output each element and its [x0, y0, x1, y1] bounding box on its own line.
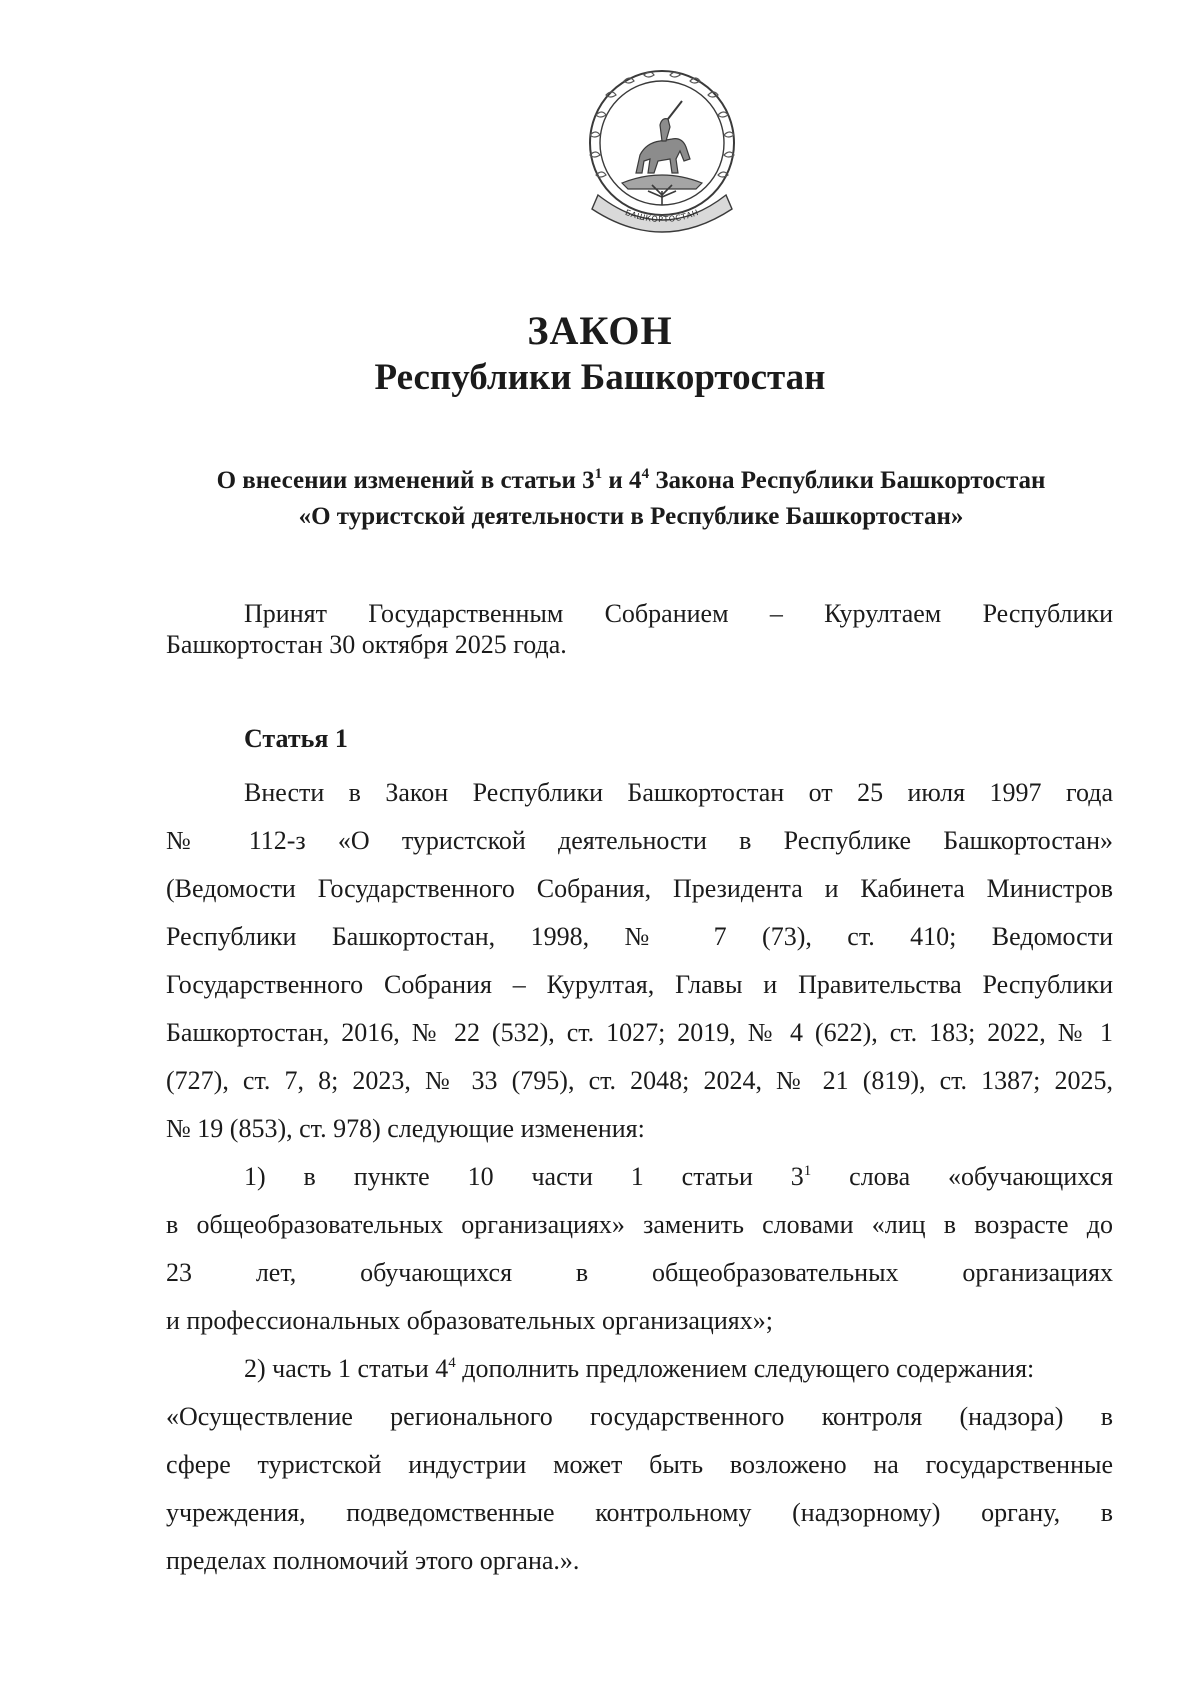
adoption-line-1: Принят Государственным Собранием – Курултаем Республики [244, 599, 1113, 628]
amendment-item-2 [166, 1345, 1113, 1585]
amendment-item-1 [166, 1153, 1113, 1345]
item-1-text-a: 1) в пункте 10 части 1 статьи 3 [244, 1162, 804, 1191]
title-text-c: Закона Республики Башкортостан [649, 467, 1046, 494]
item-2-line-1 [166, 1345, 1113, 1393]
intro-line-8: № 19 (853), ст. 978) следующие изменения: [166, 1114, 645, 1143]
item-2-line-2: «Осуществление регионального государственного контроля (надзора) в [166, 1402, 1113, 1431]
intro-line-2: № 112-з «О туристской деятельности в Республике Башкортостан» [166, 826, 1113, 855]
item-1-line-3: 23 лет, обучающихся в общеобразовательных организациях [166, 1258, 1113, 1287]
item-2-text-a: 2) часть 1 статьи 4 [244, 1354, 449, 1383]
law-subtitle: Республики Башкортостан [374, 357, 826, 398]
intro-line-4: Республики Башкортостан, 1998, № 7 (73), ст. 410; Ведомости [166, 922, 1113, 951]
intro-line-6: Башкортостан, 2016, № 22 (532), ст. 1027; 2019, № 4 (622), ст. 183; 2022, № 1 [166, 1018, 1113, 1047]
item-2-text-b: дополнить предложением следующего содержания: [455, 1354, 1035, 1383]
item-1-line-1 [166, 1153, 1113, 1201]
intro-line-5: Государственного Собрания – Курултая, Главы и Правительства Республики [166, 970, 1113, 999]
document-title-line-2: «О туристской деятельности в Республике Башкортостан» [298, 503, 964, 530]
article-1-intro [166, 769, 1113, 1153]
intro-line-3: (Ведомости Государственного Собрания, Президента и Кабинета Министров [166, 874, 1113, 903]
intro-line-1: Внести в Закон Республики Башкортостан от 25 июля 1997 года [244, 778, 1113, 807]
title-superscript-1: 1 [594, 466, 603, 482]
item-1-line-2: в общеобразовательных организациях» заменить словами «лиц в возрасте до [166, 1210, 1113, 1239]
coat-of-arms-emblem [566, 55, 758, 251]
item-1-line-4: и профессиональных образовательных организациях»; [166, 1306, 773, 1335]
emblem-ribbon-text: БАШКОРТОСТАН [623, 207, 701, 225]
item-2-line-3: сфере туристской индустрии может быть возложено на государственные [166, 1450, 1113, 1479]
document-title [150, 463, 1112, 535]
adoption-paragraph [166, 590, 1113, 669]
item-2-line-5: пределах полномочий этого органа.». [166, 1546, 580, 1575]
item-1-text-b: слова «обучающихся [811, 1162, 1113, 1191]
title-text-b: и 4 [602, 467, 642, 494]
document-title-line-1 [150, 463, 1112, 499]
adoption-line-2: Башкортостан 30 октября 2025 года. [166, 630, 567, 659]
item-1-superscript: 1 [803, 1163, 812, 1179]
law-title: ЗАКОН [527, 308, 673, 353]
item-2-superscript: 4 [448, 1355, 456, 1371]
title-text-a: О внесении изменений в статьи 3 [216, 467, 595, 494]
article-1-heading: Статья 1 [244, 724, 348, 753]
intro-line-7: (727), ст. 7, 8; 2023, № 33 (795), ст. 2048; 2024, № 21 (819), ст. 1387; 2025, [166, 1066, 1113, 1095]
item-2-line-4: учреждения, подведомственные контрольному (надзорному) органу, в [166, 1498, 1113, 1527]
title-superscript-2: 4 [641, 466, 650, 482]
